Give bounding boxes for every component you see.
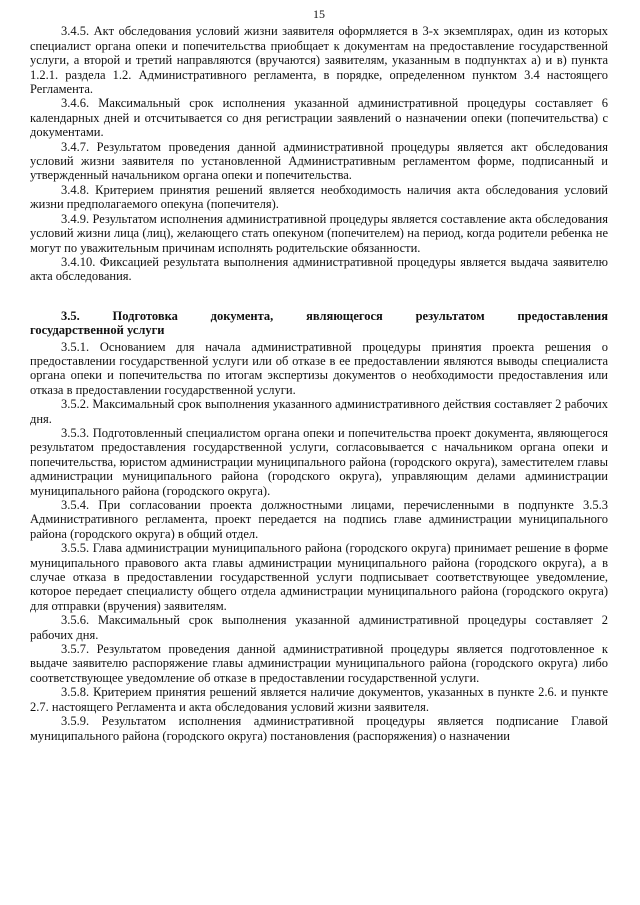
section-heading-word: предоставления [517,308,608,323]
paragraph-3-5-7: 3.5.7. Результатом проведения данной административной процедуры является подготовленное к выдаче заявителю распоряжение главы администрации муниципального района (городского округа) либо соответствующее уведомление об отказе в предоставлении государственной услуги. [30,642,608,685]
section-heading-word: 3.5. [61,308,80,323]
section-gap [30,284,608,309]
section-heading-word: Подготовка [112,308,178,323]
paragraph-3-5-2: 3.5.2. Максимальный срок выполнения указанного административного действия составляет 2 рабочих дня. [30,397,608,426]
paragraph-3-5-6: 3.5.6. Максимальный срок выполнения указанной административной процедуры составляет 2 рабочих дня. [30,613,608,642]
section-heading-word: документа, [210,308,274,323]
page-number: 15 [313,7,325,21]
document-page [30,0,608,905]
section-heading-word: являющегося [306,308,383,323]
paragraph-3-4-7: 3.4.7. Результатом проведения данной административной процедуры является акт обследования условий жизни заявителя по установленной Административным регламентом форме, подписанный и утвержденный начальником органа опеки и попечительства. [30,139,608,183]
paragraph-3-4-8: 3.4.8. Критерием принятия решений является необходимость наличия акта обследования условий жизни предполагаемого опекуна (попечителя). [30,182,608,212]
paragraph-3-5-3: 3.5.3. Подготовленный специалистом органа опеки и попечительства проект документа, являющегося результатом предоставления государственной услуги, согласовывается с начальником органа опеки и попечительства, юристом администрации муниципального района (городского округа), заместителем главы администрации муниципального района (городского округа), управляющим делами администрации муниципального района (городского округа). [30,425,608,498]
paragraph-3-4-9: 3.4.9. Результатом исполнения административной процедуры является составление акта обследования условий жизни лица (лиц), желающего стать опекуном (попечителем) на период, когда родители ребенка не могут по уважительным причинам исполнять родительские обязанности. [30,211,608,255]
paragraph-3-5-1: 3.5.1. Основанием для начала административной процедуры принятия проекта решения о предоставлении государственной услуги или об отказе в ее предоставлении являются выводы специалиста органа опеки и попечительства по итогам экспертизы документов о необходимости предоставления или отказа в предоставлении государственной услуги. [30,339,608,397]
paragraph-3-4-6: 3.4.6. Максимальный срок исполнения указанной административной процедуры составляет 6 календарных дней и отсчитывается со дня регистрации заявлений о назначении опеки (попечительства) с документами. [30,96,608,140]
paragraph-3-5-5: 3.5.5. Глава администрации муниципального района (городского округа) принимает решение в форме муниципального правового акта главы администрации муниципального района (городского округа), а в случае отказа в предоставлении государственной услуги подписывает соответствующее уведомление, которое передает специалисту общего отдела администрации муниципального района (городского округа) для отправки (вручения) заявителям. [30,541,608,613]
paragraph-3-5-4: 3.5.4. При согласовании проекта должностными лицами, перечисленными в подпункте 3.5.3 Административного регламента, проект передается на подпись главе администрации муниципального района (городского округа) в общий отдел. [30,498,608,541]
section-heading-continuation: государственной услуги [30,323,165,338]
section-heading-word: результатом [415,308,485,323]
paragraph-3-5-8: 3.5.8. Критерием принятия решений является наличие документов, указанных в пункте 2.6. и пункте 2.7. настоящего Регламента и акта обследования условий жизни заявителя. [30,685,608,714]
paragraphs-before [30,24,608,283]
paragraph-3-5-9: 3.5.9. Результатом исполнения административной процедуры является подписание Главой муниципального района (городского округа) постановления (распоряжения) о назначении [30,714,608,743]
section-heading [30,309,608,323]
paragraph-3-4-5: 3.4.5. Акт обследования условий жизни заявителя оформляется в 3-х экземплярах, один из которых специалист органа опеки и попечительства приобщает к документам на предоставление государственной услуги, а второй и третий направляются (вручаются) заявителям, указанным в подпунктах а) и в) пункта 1.2.1. раздела 1.2. Административного регламента, в порядке, определенном пунктом 3.4 настоящего Регламента. [30,24,608,97]
paragraphs-after [30,340,608,743]
paragraph-3-4-10: 3.4.10. Фиксацией результата выполнения административной процедуры является выдача заявителю акта обследования. [30,254,608,284]
